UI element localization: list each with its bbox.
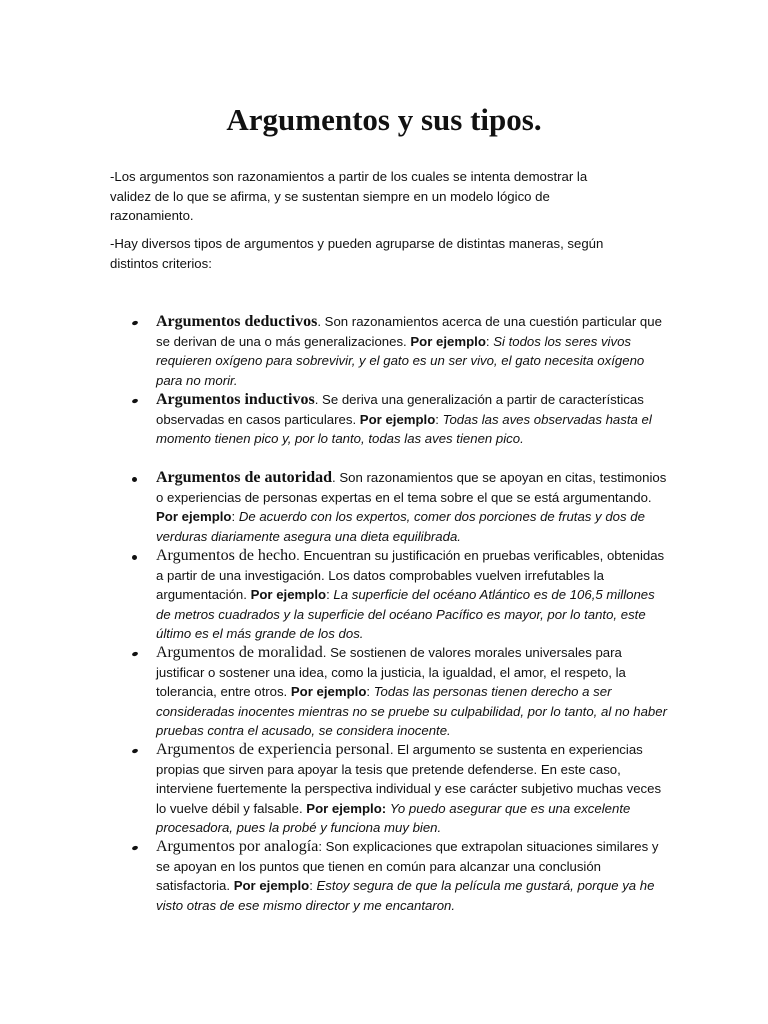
argument-types-list	[128, 312, 668, 915]
example-sep: :	[326, 587, 334, 602]
item-heading: Argumentos de experiencia personal	[156, 741, 390, 758]
list-item-autoridad	[128, 468, 668, 546]
item-text: El argumento se sustenta en experiencias propias que sirven para apoyar la tesis que pretende defenderse. En este caso, interviene fuertemente la perspectiva individual y ese carácter subjetivo muchas veces lo vuelve débil y falsable.	[156, 742, 662, 816]
item-heading: Argumentos de autoridad	[156, 469, 333, 486]
example-label: Por ejemplo	[233, 878, 310, 893]
heading-punct: .	[317, 314, 322, 329]
example-label: Por ejemplo	[359, 411, 436, 427]
example-sep: :	[231, 509, 239, 524]
example-label: Por ejemplo	[410, 333, 486, 349]
item-heading: Argumentos inductivos	[156, 391, 315, 408]
bullet-icon	[131, 651, 138, 657]
intro-paragraph-1: -Los argumentos son razonamientos a partir de los cuales se intenta demostrar la validez de lo que se afirma, y se sustentan siempre en un modelo lógico de razonamiento.	[110, 169, 588, 223]
item-text: Se sostienen de valores morales universales para justificar o sostener una idea, como la justicia, la igualdad, el amor, el respeto, la tolerancia, entre otros.	[156, 645, 626, 699]
heading-punct: :	[318, 839, 323, 854]
example-sep: :	[435, 411, 443, 427]
item-text: Son razonamientos acerca de una cuestión particular que se derivan de una o más generalizaciones.	[156, 314, 662, 349]
list-item-inductivos	[128, 390, 668, 468]
list-item-deductivos	[128, 312, 668, 390]
item-text: Son explicaciones que extrapolan situaciones similares y se apoyan en los puntos que tienen en común para alcanzar una conclusión satisfactoria.	[156, 839, 659, 893]
bullet-icon	[132, 477, 137, 482]
example-text: Si todos los seres vivos requieren oxígeno para sobrevivir, y el gato es un ser vivo, el gato necesita oxígeno para no morir.	[156, 333, 645, 388]
example-text: De acuerdo con los expertos, comer dos porciones de frutas y dos de verduras diariamente asegura una dieta equilibrada.	[156, 509, 645, 544]
example-sep: :	[366, 684, 374, 699]
example-sep: :	[485, 333, 494, 349]
example-label: Por ejemplo:	[306, 800, 387, 816]
example-text: Yo puedo asegurar que es una excelente procesadora, pues la probé y funciona muy bien.	[156, 800, 631, 835]
example-text: La superficie del océano Atlántico es de 106,5 millones de metros cuadrados y la superficie del océano Pacífico es mayor, por lo tanto, este último es el más grande de los dos.	[156, 587, 655, 641]
item-heading: Argumentos de moralidad	[156, 644, 323, 661]
heading-punct: .	[332, 470, 336, 485]
example-sep: :	[309, 878, 317, 893]
item-heading: Argumentos por analogía	[156, 838, 319, 855]
list-item-experiencia	[128, 740, 668, 837]
item-heading: Argumentos deductivos	[156, 313, 318, 330]
intro-paragraph-2: -Hay diversos tipos de argumentos y pueden agruparse de distintas maneras, según distintos criterios:	[110, 236, 604, 271]
page-title: Argumentos y sus tipos.	[226, 102, 542, 137]
heading-punct: .	[296, 548, 300, 563]
example-text: Estoy segura de que la película me gustará, porque ya he visto otras de ese mismo director y me encantaron.	[156, 878, 655, 913]
bullet-icon	[131, 748, 138, 754]
item-text: Encuentran su justificación en pruebas verificables, obtenidas a partir de una investigación. Los datos comprobables vuelven irrefutables la argumentación.	[156, 548, 665, 602]
bullet-icon	[131, 845, 138, 851]
list-item-hecho	[128, 546, 668, 643]
example-label: Por ejemplo	[290, 684, 367, 699]
example-label: Por ejemplo	[156, 509, 232, 524]
heading-punct: .	[314, 392, 319, 407]
example-label: Por ejemplo	[250, 587, 327, 602]
item-text: Son razonamientos que se apoyan en citas, testimonios o experiencias de personas expertas en el tema sobre el que se está argumentando.	[156, 470, 667, 505]
example-text: Todas las personas tienen derecho a ser consideradas inocentes mientras no se pruebe su culpabilidad, por lo tanto, al no haber pruebas contra el acusado, se considera inocente.	[156, 684, 667, 738]
list-item-analogia	[128, 837, 668, 915]
list-item-moralidad	[128, 643, 668, 740]
example-text: Todas las aves observadas hasta el momento tienen pico y, por lo tanto, todas las aves tienen pico.	[156, 411, 652, 446]
heading-punct: .	[389, 742, 394, 757]
bullet-icon	[131, 398, 138, 404]
item-text: Se deriva una generalización a partir de características observadas en casos particulares.	[156, 392, 644, 427]
item-heading: Argumentos de hecho	[156, 547, 297, 564]
bullet-icon	[132, 555, 137, 560]
heading-punct: .	[322, 645, 327, 660]
bullet-icon	[131, 320, 138, 326]
